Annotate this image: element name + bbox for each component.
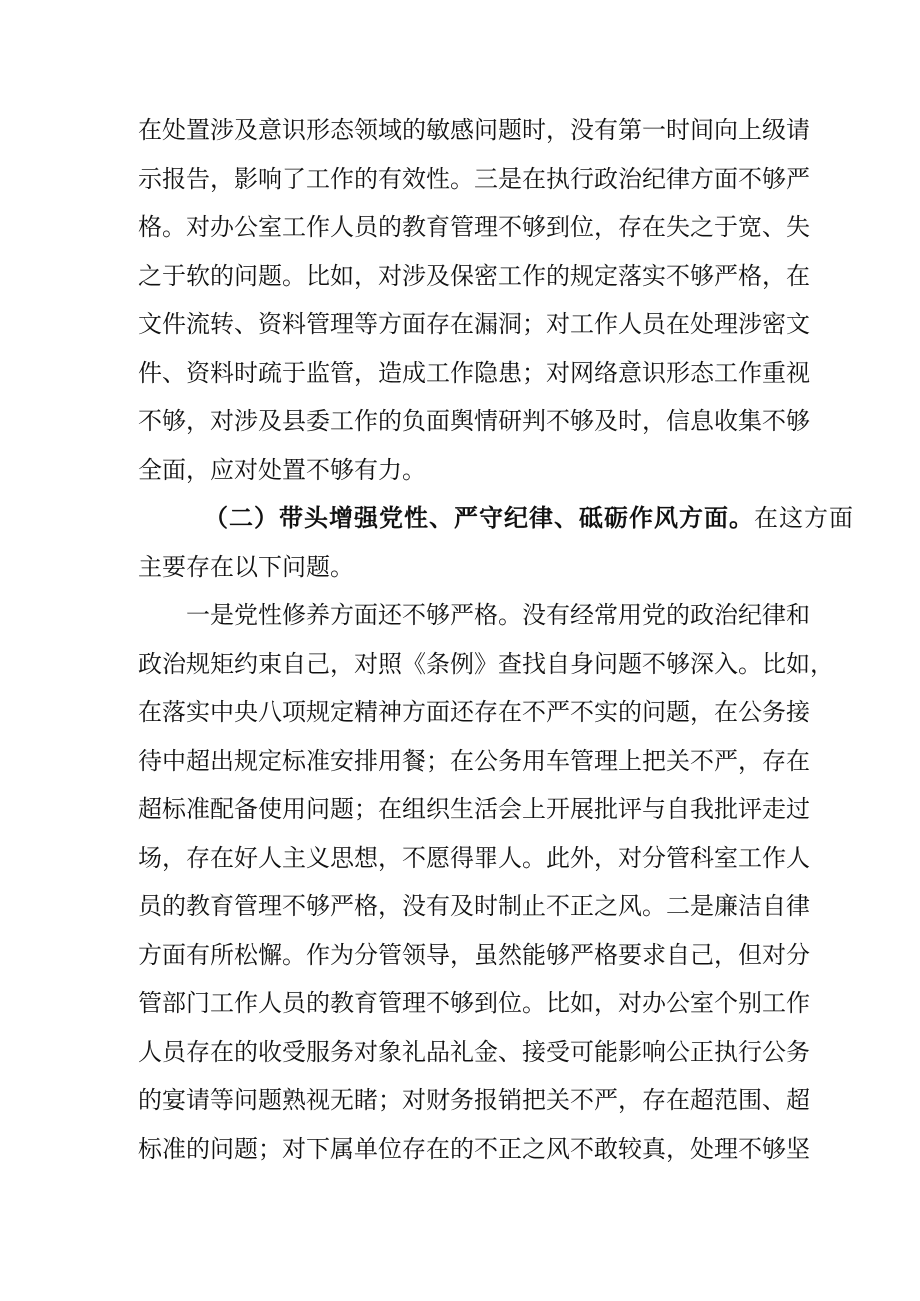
text-line: [138, 591, 810, 640]
text-line-content: 待 中 超 出 规 定 标 准 安 排 用 餐 ； 在 公 务 用 车 管 理 上 把 关 不 严 ， 存 在: [138, 746, 810, 775]
text-line-content: 件 、 资 料 时 疏 于 监 管 ， 造 成 工 作 隐 患 ； 对 网 络 意 识 形 态 工 作 重 视: [138, 358, 810, 387]
text-line: [138, 737, 810, 786]
text-line-content: 格 。 对 办 公 室 工 作 人 员 的 教 育 管 理 不 够 到 位 ， 存 在 失 之 于 宽 、 失: [138, 213, 810, 241]
text-line-content: 全面，应对处置不够有力。: [138, 455, 426, 484]
text-line-content: 方 面 有 所 松 懈 。 作 为 分 管 领 导 ， 虽 然 能 够 严 格 要 求 自 己 ， 但 对 分: [138, 940, 810, 969]
text-line-content: 一 是 党 性 修 养 方 面 还 不 够 严 格 。 没 有 经 常 用 党 的 政 治 纪 律 和: [186, 601, 810, 629]
text-line-content: 标 准 的 问 题 ； 对 下 属 单 位 存 在 的 不 正 之 风 不 敢 较 真 ， 处 理 不 够 坚: [138, 1134, 810, 1163]
text-line-content: 示 报 告 ， 影 响 了 工 作 的 有 效 性 。 三 是 在 执 行 政 治 纪 律 方 面 不 够 严: [138, 164, 810, 193]
text-line: [138, 1028, 810, 1077]
text-line: [138, 349, 810, 398]
text-line: [138, 203, 810, 252]
text-line-content: 管 部 门 工 作 人 员 的 教 育 管 理 不 够 到 位 。 比 如 ， 对 办 公 室 个 别 工 作: [138, 989, 810, 1017]
text-line: [138, 252, 810, 301]
text-line-content: 超 标 准 配 备 使 用 问 题 ； 在 组 织 生 活 会 上 开 展 批 评 与 自 我 批 评 走 过: [138, 795, 810, 823]
text-line-content: 场 ， 存 在 好 人 主 义 思 想 ， 不 愿 得 罪 人 。 此 外 ， 对 分 管 科 室 工 作 人: [138, 843, 810, 872]
text-line-content: 政 治 规 矩 约 束 自 己 ， 对 照 《 条 例 》 查 找 自 身 问 题 不 够 深 入 。 比 如 ，: [138, 649, 834, 678]
text-line-content: 人 员 存 在 的 收 受 服 务 对 象 礼 品 礼 金 、 接 受 可 能 影 响 公 正 执 行 公 务: [138, 1037, 810, 1066]
text-line: [138, 688, 810, 737]
text-line: [138, 155, 810, 204]
section-heading-continuation: 主要存在以下问题。: [138, 552, 354, 581]
text-line: [138, 446, 798, 495]
text-line: [138, 397, 810, 446]
text-line-content: 在 处 置 涉 及 意 识 形 态 领 域 的 敏 感 问 题 时 ， 没 有 第 一 时 间 向 上 级 请: [138, 116, 810, 144]
document-body: [138, 106, 854, 1173]
section-heading: [138, 494, 854, 591]
text-line-content: 不 够 ， 对 涉 及 县 委 工 作 的 负 面 舆 情 研 判 不 够 及 时 ， 信 息 收 集 不 够: [138, 407, 810, 435]
text-line: [138, 1125, 810, 1174]
text-line: [138, 834, 810, 883]
text-line: [138, 1076, 810, 1125]
text-line: [138, 785, 810, 834]
text-line: [138, 640, 834, 689]
text-line-content: 之 于 软 的 问 题 。 比 如 ， 对 涉 及 保 密 工 作 的 规 定 落 实 不 够 严 格 ， 在: [138, 261, 810, 290]
text-line-content: 文 件 流 转 、 资 料 管 理 等 方 面 存 在 漏 洞 ； 对 工 作 人 员 在 处 理 涉 密 文: [138, 310, 810, 338]
text-line: [138, 300, 810, 349]
text-line: [138, 931, 810, 980]
text-line: [138, 979, 810, 1028]
section-heading-title: （二）带头增强党性、严守纪律、砥砺作风方面。: [204, 504, 754, 532]
text-line: [138, 882, 810, 931]
heading-line: [138, 543, 798, 592]
section-heading-rest: 在这方面: [754, 504, 854, 532]
text-line-content: 的 宴 请 等 问 题 熟 视 无 睹 ； 对 财 务 报 销 把 关 不 严 ， 存 在 超 范 围 、 超: [138, 1086, 810, 1114]
text-line: [138, 106, 810, 155]
heading-line: [138, 494, 854, 543]
paragraph-2: [138, 591, 834, 1173]
text-line-content: 员 的 教 育 管 理 不 够 严 格 ， 没 有 及 时 制 止 不 正 之 风 。 二 是 廉 洁 自 律: [138, 892, 810, 920]
text-line-content: 在 落 实 中 央 八 项 规 定 精 神 方 面 还 存 在 不 严 不 实 的 问 题 ， 在 公 务 接: [138, 698, 810, 726]
paragraph-1: [138, 106, 810, 494]
